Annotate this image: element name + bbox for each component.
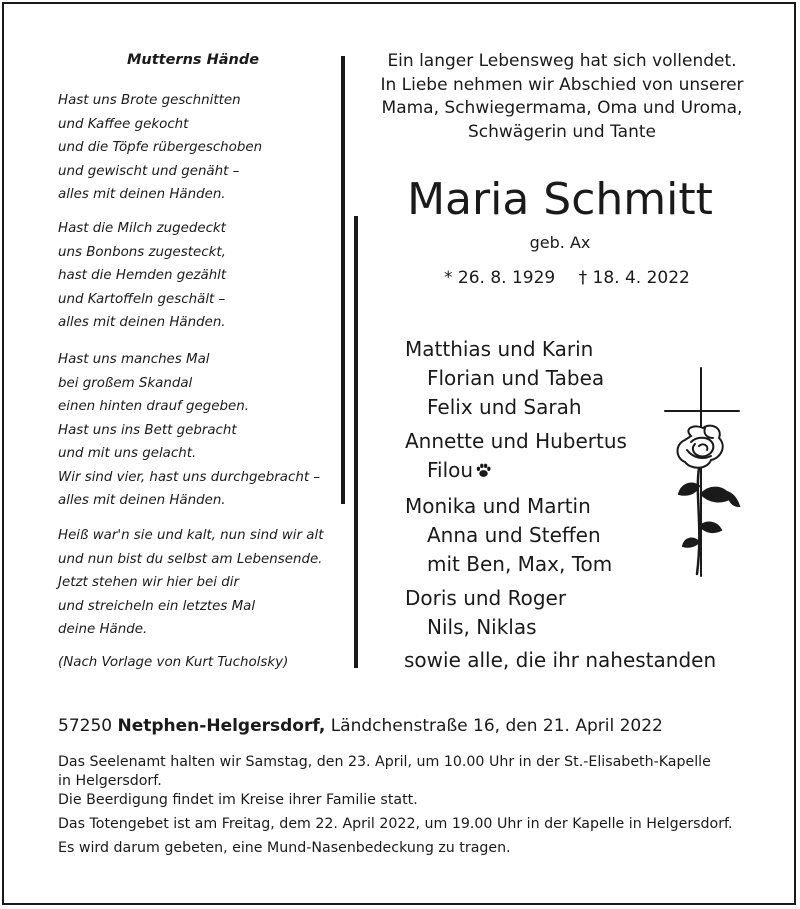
poem-title: Mutterns Hände [126,52,260,68]
intro-line: Schwägerin und Tante [467,121,656,142]
divider-rule [341,56,345,504]
poem-stanza [58,524,323,642]
poem-line: Jetzt stehen wir hier bei dir [58,575,239,590]
poem-line: Hast uns Brote geschnitten [58,93,241,108]
life-dates [444,268,690,288]
poem-credit: (Nach Vorlage von Kurt Tucholsky) [58,655,289,670]
intro-text [372,50,752,144]
intro-line: Mama, Schwiegermama, Oma und Uroma, [381,98,743,118]
poem-line: bei großem Skandal [58,375,193,391]
family-head: Matthias und Karin [405,337,594,361]
service-notes [58,753,733,858]
family-member: Anna und Steffen [427,523,601,547]
requiem-note: in Helgersdorf. [58,773,162,789]
family-group [405,492,612,579]
family-head: Monika und Martin [405,494,591,518]
poem-line: Wir sind vier, hast uns durchgebracht – [58,469,321,485]
poem-line: und mit uns gelacht. [58,446,197,461]
poem-line: alles mit deinen Händen. [58,493,226,508]
poem-line: alles mit deinen Händen. [58,187,226,202]
family-group [405,335,604,422]
family-member: Florian und Tabea [427,366,605,390]
family-member [405,456,627,487]
poem-line: deine Hände. [58,622,148,637]
mask-note: Es wird darum gebeten, eine Mund-Nasenbedeckung zu tragen. [58,840,511,856]
poem-line: und streicheln ein letztes Mal [58,598,256,614]
closing-line: sowie alle, die ihr nahestanden [404,648,717,672]
family-head: Doris und Roger [405,586,567,610]
poem-line: uns Bonbons zugesteckt, [58,244,226,260]
deceased-name: Maria Schmitt [407,174,713,225]
poem-line: und Kaffee gekocht [58,116,189,132]
burial-note: Die Beerdigung findet im Kreise ihrer Familie statt. [58,792,418,808]
requiem-note: Das Seelenamt halten wir Samstag, den 23. April, um 10.00 Uhr in der St.-Elisabeth-Kapelle [58,754,711,770]
family-member: Nils, Niklas [427,615,537,639]
poem-line: Hast die Milch zugedeckt [58,221,226,236]
poem-line: Hast uns ins Bett gebracht [58,422,237,438]
poem-stanza [58,348,320,513]
poem-line: alles mit deinen Händen. [58,315,226,330]
poem-line: hast die Hemden gezählt [58,268,227,283]
address-date: Ländchenstraße 16, den 21. April 2022 [330,716,663,736]
poem-line: Heiß war'n sie und kalt, nun sind wir alt [58,528,324,543]
zip-code: 57250 [58,716,113,736]
poem-line: und die Töpfe rübergeschoben [58,140,263,155]
intro-line: In Liebe nehmen wir Abschied von unserer [380,74,744,95]
family-member: Felix und Sarah [427,395,582,419]
pet-name: Filou [427,458,474,482]
prayer-note: Das Totengebet ist am Freitag, dem 22. April 2022, um 19.00 Uhr in der Kapelle in Helgersdorf. [58,816,733,832]
poem-line: und Kartoffeln geschält – [58,291,226,307]
intro-line: Ein langer Lebensweg hat sich vollendet. [387,51,737,71]
family-head: Annette und Hubertus [405,429,627,453]
death-date: † 18. 4. 2022 [578,268,690,288]
family-group [405,427,627,487]
place-date-line [58,716,663,736]
poem-line: Hast uns manches Mal [58,352,210,367]
poem-stanza [58,217,226,335]
poem-line: einen hinten drauf gegeben. [58,399,249,414]
poem-line: und nun bist du selbst am Lebensende. [58,551,323,567]
birth-name: geb. Ax [529,233,591,252]
poem-line: und gewischt und genäht – [58,163,240,179]
divider-rule [354,216,358,668]
family-member: mit Ben, Max, Tom [427,552,613,576]
paw-icon [475,458,492,487]
poem-stanza [58,89,262,207]
birth-date: * 26. 8. 1929 [444,268,556,288]
town: Netphen-Helgersdorf, [117,716,326,736]
family-group [405,584,566,642]
cross-with-rose-icon [655,366,745,590]
